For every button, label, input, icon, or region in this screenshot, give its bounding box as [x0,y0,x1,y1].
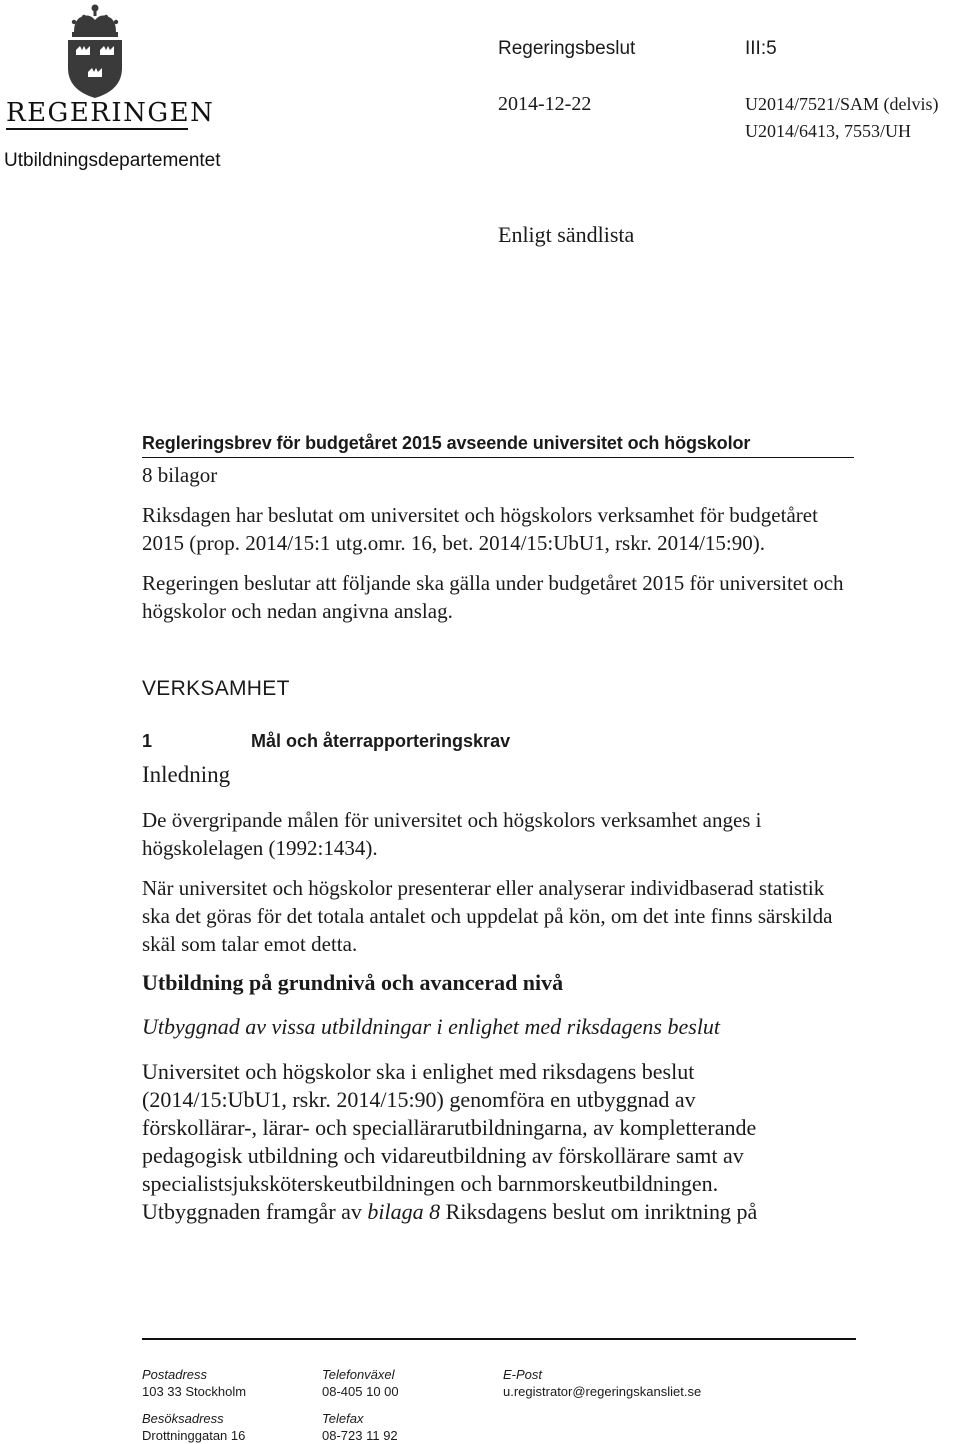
footer-divider [142,1338,856,1340]
footer-value: 08-723 11 92 [322,1428,398,1443]
diary-number: U2014/7521/SAM (delvis) [745,94,939,114]
footer-label: Telefax [322,1411,364,1426]
paragraph: De övergripande målen för universitet och högskolors verksamhet anges i högskolelagen (1992:1434). [142,808,762,860]
attachment-reference: bilaga 8 [367,1199,441,1224]
footer-email [503,1366,701,1400]
footer-label: Telefonväxel [322,1367,395,1382]
paragraph-line [142,1198,856,1226]
recipients: Enligt sändlista [498,222,635,247]
decision-date: 2014-12-22 [498,93,592,115]
paragraph-text: Utbyggnaden framgår av [142,1199,368,1224]
government-logo [2,2,215,132]
document-number: III:5 [745,38,777,59]
diary-numbers [745,91,939,145]
paragraph-line: Universitet och högskolor ska i enlighet med riksdagens beslut [142,1059,695,1084]
expansion-heading: Utbyggnad av vissa utbildningar i enlighet med riksdagens beslut [142,1014,721,1039]
logo-underline [6,128,188,130]
section-heading: Mål och återrapporteringskrav [251,731,511,751]
email-link[interactable]: u.registrator@regeringskansliet.se [503,1384,702,1399]
section-number: 1 [142,731,153,751]
footer-label: Besöksadress [142,1411,224,1426]
section-title: VERKSAMHET [142,677,290,700]
department-name: Utbildningsdepartementet [4,150,221,171]
footer-value: 08-405 10 00 [322,1384,399,1399]
paragraph: När universitet och högskolor presenterar eller analyserar individbaserad statistik ska det göras för det totala antalet och uppdelat på kön, om det inte finns särskilda skäl som talar emot detta. [142,876,833,956]
paragraph-line: specialistsjuksköterskeutbildningen och barnmorskeutbildningen. [142,1171,719,1196]
diary-number: U2014/6413, 7553/UH [745,121,911,141]
footer-phone [322,1366,399,1400]
footer-visit-address [142,1410,245,1444]
education-heading: Utbildning på grundnivå och avancerad nivå [142,970,564,995]
paragraph-line: förskollärar-, lärar- och speciallärarutbildningarna, av kompletterande [142,1115,757,1140]
coat-of-arms-icon [2,2,188,102]
footer-postal-address [142,1366,246,1400]
subject-heading: Regleringsbrev för budgetåret 2015 avseende universitet och högskolor [142,433,854,458]
footer-fax [322,1410,398,1444]
paragraph-line: (2014/15:UbU1, rskr. 2014/15:90) genomföra en utbyggnad av [142,1087,696,1112]
numbered-heading [142,731,856,752]
paragraph-line: pedagogisk utbildning och vidareutbildning av förskollärare samt av [142,1143,744,1168]
footer-value: Drottninggatan 16 [142,1428,246,1443]
footer-label: Postadress [142,1367,208,1382]
paragraph: Regeringen beslutar att följande ska gälla under budgetåret 2015 för universitet och högskolor och nedan angivna anslag. [142,571,844,623]
document-type: Regeringsbeslut [498,38,636,59]
footer-value: 103 33 Stockholm [142,1384,247,1399]
intro-heading: Inledning [142,762,231,787]
logo-wordmark: REGERINGEN [6,98,215,128]
document-body [142,433,856,1226]
paragraph: Riksdagen har beslutat om universitet och högskolors verksamhet för budgetåret 2015 (prop. 2014/15:1 utg.omr. 16, bet. 2014/15:UbU1, rskr. 2014/15:90). [142,503,818,555]
attachments-note: 8 bilagor [142,463,218,487]
paragraph-text: Riksdagens beslut om inriktning på [440,1199,758,1224]
paragraph [142,1058,856,1226]
footer-label: E-Post [503,1367,543,1382]
